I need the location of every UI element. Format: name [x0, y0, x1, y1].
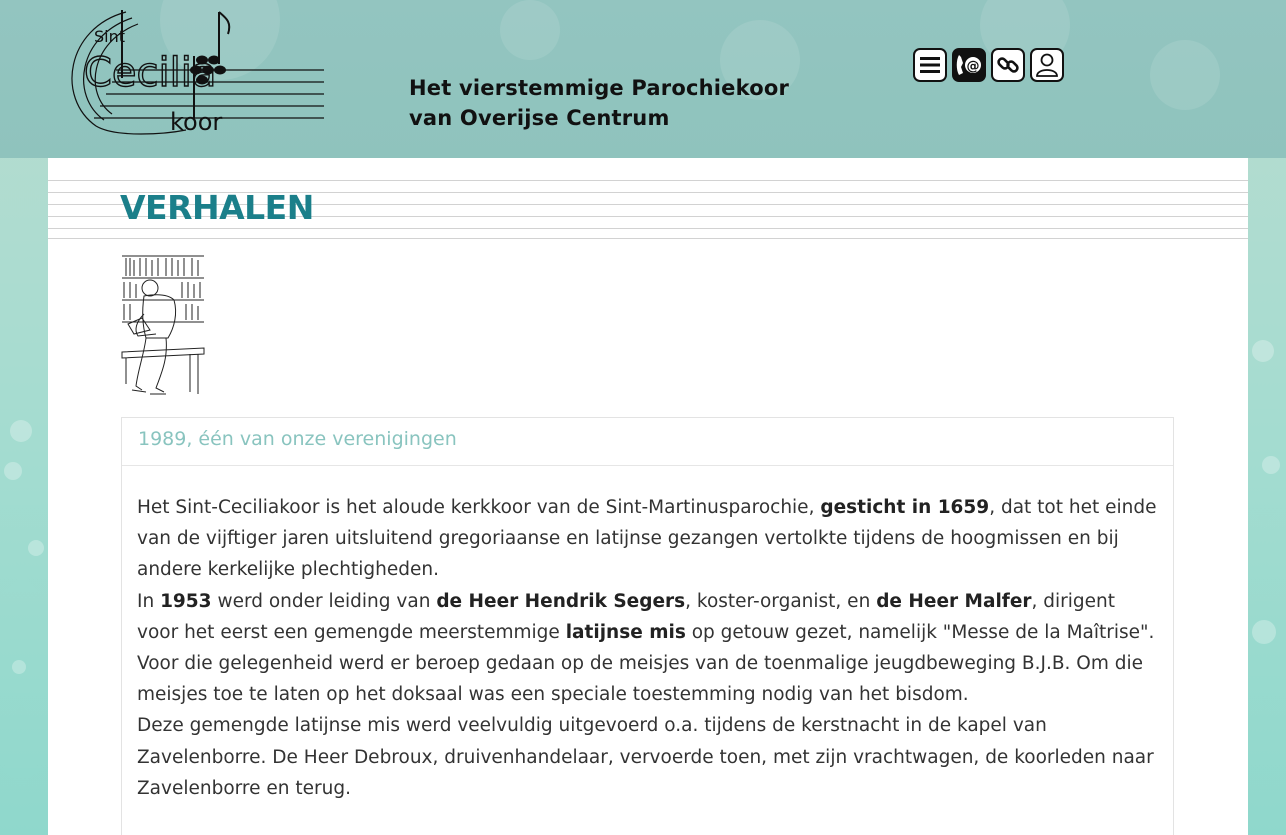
- story-paragraph-1: [137, 492, 1158, 586]
- story-body: [122, 466, 1173, 804]
- text-span: , dat tot het einde van de vijftiger jaren uitsluitend gregoriaanse en latijnse gezangen vertolkte tijdens de hoogmissen en bij andere kerkelijke plechtigheden.: [137, 497, 1157, 581]
- bold-segers: de Heer Hendrik Segers: [436, 590, 686, 612]
- user-icon: [1035, 52, 1059, 78]
- site-tagline: [409, 73, 789, 133]
- reader-illustration: [120, 254, 206, 398]
- staff-line: [48, 238, 1248, 239]
- bold-year: 1953: [160, 590, 212, 612]
- decor-bubble: [4, 462, 22, 480]
- decor-bubble: [12, 660, 26, 674]
- bold-malfer: de Heer Malfer: [876, 590, 1032, 612]
- text-span: In: [137, 590, 161, 612]
- bold-founded: gesticht in 1659: [820, 497, 990, 518]
- text-span: op getouw gezet, namelijk "Messe de la Maîtrise". Voor die gelegenheid werd er beroep gedaan op de meisjes van de toenmalige jeugdbeweging B.J.B. Om die meisjes toe te laten op het doksaal was een speciale toestemming nodig van het bisdom.: [137, 621, 1155, 706]
- contact-icon: [955, 52, 983, 78]
- contact-button[interactable]: [952, 48, 986, 82]
- text-span: werd onder leiding van: [211, 590, 437, 612]
- tagline-line-1: Het vierstemmige Parochiekoor: [409, 76, 790, 100]
- menu-icon: [919, 55, 941, 75]
- staff-line: [48, 228, 1248, 229]
- tagline-line-2: van Overijse Centrum: [409, 106, 670, 130]
- text-span: , dirigent voor het eerst een gemengde meerstemmige: [137, 590, 1116, 643]
- content-panel: [48, 158, 1248, 835]
- header-icon-bar: [913, 48, 1064, 82]
- site-header: [0, 0, 1286, 158]
- text-span: Het Sint-Ceciliakoor is het aloude kerkkoor van de Sint-Martinusparochie,: [137, 497, 821, 518]
- logo-text-cecilia: Cecilia: [84, 50, 217, 96]
- staff-line: [48, 180, 1248, 181]
- svg-text:@: @: [966, 59, 980, 74]
- text-span: , koster-organist, en: [685, 590, 877, 612]
- story-heading: 1989, één van onze verenigingen: [122, 418, 1173, 466]
- sint-cecilia-koor-logo[interactable]: [56, 8, 328, 138]
- page-title: VERHALEN: [120, 188, 314, 227]
- decor-bubble: [1252, 620, 1276, 644]
- bold-latin-mass: latijnse mis: [565, 621, 686, 643]
- decor-bubble: [10, 420, 32, 442]
- links-button[interactable]: [991, 48, 1025, 82]
- story-card: [121, 417, 1174, 835]
- story-paragraph-2: [137, 586, 1158, 711]
- link-icon: [996, 53, 1020, 77]
- menu-button[interactable]: [913, 48, 947, 82]
- logo-text-sint: Sint: [94, 27, 126, 46]
- decor-bubble: [1262, 456, 1280, 474]
- account-button[interactable]: [1030, 48, 1064, 82]
- decor-bubble: [28, 540, 44, 556]
- logo-text-koor: koor: [170, 108, 223, 136]
- decor-bubble: [1252, 340, 1274, 362]
- story-paragraph-3: Deze gemengde latijnse mis werd veelvuldig uitgevoerd o.a. tijdens de kerstnacht in de kapel van Zavelenborre. De Heer Debroux, druivenhandelaar, vervoerde toen, met zijn vrachtwagen, de koorleden naar Zavelenborre en terug.: [137, 715, 1154, 799]
